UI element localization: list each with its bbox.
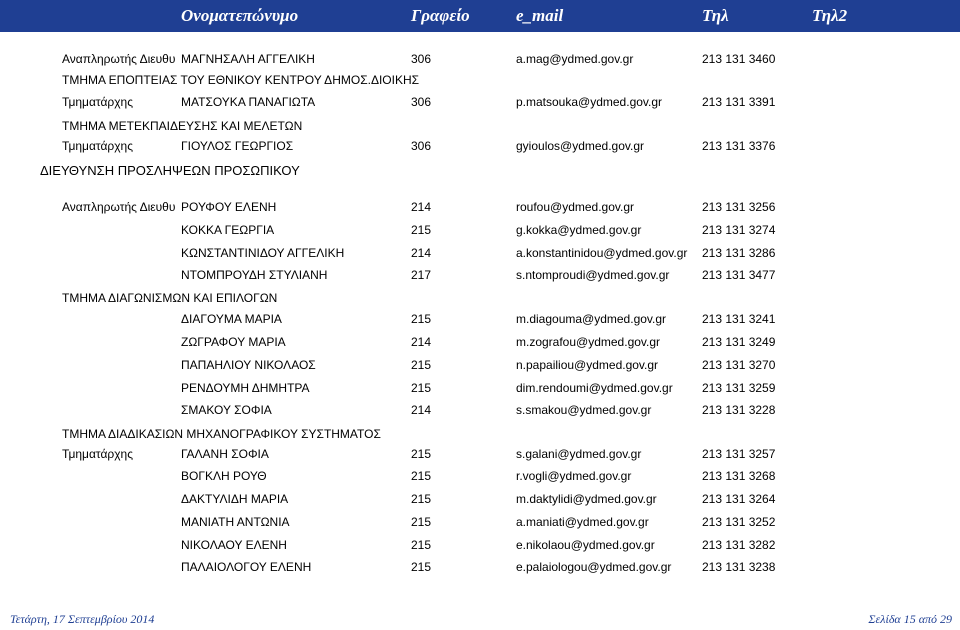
office-cell: 306 xyxy=(411,52,432,66)
name-cell: ΜΑΤΣΟΥΚΑ ΠΑΝΑΓΙΩΤΑ xyxy=(181,95,316,109)
header-phone: Τηλ xyxy=(702,6,729,25)
phone-cell: 213 131 3286 xyxy=(702,246,776,260)
table-row xyxy=(0,137,960,155)
name-cell: ΝΤΟΜΠΡΟΥΔΗ ΣΤΥΛΙΑΝΗ xyxy=(181,268,328,282)
name-cell: ΠΑΠΑΗΛΙΟΥ ΝΙΚΟΛΑΟΣ xyxy=(181,358,316,372)
phone-cell: 213 131 3270 xyxy=(702,358,776,372)
phone-cell: 213 131 3376 xyxy=(702,139,776,153)
phone-cell: 213 131 3249 xyxy=(702,335,776,349)
footer-date: Τετάρτη, 17 Σεπτεμβρίου 2014 xyxy=(10,612,155,626)
office-cell: 306 xyxy=(411,95,432,109)
column-header-bar xyxy=(0,0,960,32)
name-cell: ΡΟΥΦΟΥ ΕΛΕΝΗ xyxy=(181,200,277,214)
name-cell: ΓΑΛΑΝΗ ΣΟΦΙΑ xyxy=(181,447,269,461)
directorate-heading: ΔΙΕΥΘΥΝΣΗ ΠΡΟΣΛΗΨΕΩΝ ΠΡΟΣΩΠΙΚΟΥ xyxy=(40,163,300,178)
phone-cell: 213 131 3264 xyxy=(702,492,776,506)
name-cell: ΒΟΓΚΛΗ ΡΟΥΘ xyxy=(181,469,267,483)
phone-cell: 213 131 3391 xyxy=(702,95,776,109)
table-row xyxy=(0,221,960,239)
email-cell: dim.rendoumi@ydmed.gov.gr xyxy=(516,381,673,395)
email-cell: s.ntomproudi@ydmed.gov.gr xyxy=(516,268,670,282)
table-row xyxy=(0,333,960,351)
name-cell: ΚΟΚΚΑ ΓΕΩΡΓΙΑ xyxy=(181,223,275,237)
table-row xyxy=(0,467,960,485)
email-cell: n.papailiou@ydmed.gov.gr xyxy=(516,358,659,372)
name-cell: ΜΑΝΙΑΤΗ ΑΝΤΩΝΙΑ xyxy=(181,515,290,529)
office-cell: 215 xyxy=(411,492,432,506)
table-row xyxy=(0,445,960,463)
name-cell: ΝΙΚΟΛΑΟΥ ΕΛΕΝΗ xyxy=(181,538,287,552)
table-row xyxy=(0,244,960,262)
office-cell: 215 xyxy=(411,381,432,395)
role-cell: Τμηματάρχης xyxy=(62,139,133,153)
email-cell: s.smakou@ydmed.gov.gr xyxy=(516,403,652,417)
phone-cell: 213 131 3274 xyxy=(702,223,776,237)
table-row xyxy=(0,379,960,397)
department-heading: ΤΜΗΜΑ ΜΕΤΕΚΠΑΙΔΕΥΣΗΣ ΚΑΙ ΜΕΛΕΤΩΝ xyxy=(62,119,303,133)
email-cell: s.galani@ydmed.gov.gr xyxy=(516,447,642,461)
table-row xyxy=(0,356,960,374)
name-cell: ΔΑΚΤΥΛΙΔΗ ΜΑΡΙΑ xyxy=(181,492,289,506)
email-cell: p.matsouka@ydmed.gov.gr xyxy=(516,95,663,109)
phone-cell: 213 131 3256 xyxy=(702,200,776,214)
role-cell: Αναπληρωτής Διευθυ xyxy=(62,52,176,66)
office-cell: 217 xyxy=(411,268,432,282)
office-cell: 306 xyxy=(411,139,432,153)
phone-cell: 213 131 3282 xyxy=(702,538,776,552)
department-heading: ΤΜΗΜΑ ΕΠΟΠΤΕΙΑΣ ΤΟΥ ΕΘΝΙΚΟΥ ΚΕΝΤΡΟΥ ΔΗΜΟΣ.ΔΙΟΙΚΗΣ xyxy=(62,73,420,87)
office-cell: 215 xyxy=(411,312,432,326)
table-row xyxy=(0,50,960,68)
role-cell: Τμηματάρχης xyxy=(62,95,133,109)
footer-page-number: Σελίδα 15 από 29 xyxy=(868,612,952,626)
name-cell: ΜΑΓΝΗΣΑΛΗ ΑΓΓΕΛΙΚΗ xyxy=(181,52,315,66)
office-cell: 214 xyxy=(411,335,432,349)
table-row xyxy=(0,401,960,419)
role-cell: Αναπληρωτής Διευθυ xyxy=(62,200,176,214)
phone-cell: 213 131 3460 xyxy=(702,52,776,66)
email-cell: e.palaiologou@ydmed.gov.gr xyxy=(516,560,672,574)
email-cell: gyioulos@ydmed.gov.gr xyxy=(516,139,645,153)
table-row xyxy=(0,513,960,531)
email-cell: g.kokka@ydmed.gov.gr xyxy=(516,223,642,237)
table-row xyxy=(0,198,960,216)
name-cell: ΓΙΟΥΛΟΣ ΓΕΩΡΓΙΟΣ xyxy=(181,139,294,153)
name-cell: ΣΜΑΚΟΥ ΣΟΦΙΑ xyxy=(181,403,272,417)
office-cell: 215 xyxy=(411,447,432,461)
header-phone2: Τηλ2 xyxy=(812,6,848,25)
phone-cell: 213 131 3259 xyxy=(702,381,776,395)
office-cell: 215 xyxy=(411,358,432,372)
office-cell: 215 xyxy=(411,515,432,529)
header-email: e_mail xyxy=(516,6,564,25)
role-cell: Τμηματάρχης xyxy=(62,447,133,461)
phone-cell: 213 131 3477 xyxy=(702,268,776,282)
email-cell: a.konstantinidou@ydmed.gov.gr xyxy=(516,246,688,260)
phone-cell: 213 131 3268 xyxy=(702,469,776,483)
name-cell: ΠΑΛΑΙΟΛΟΓΟΥ ΕΛΕΝΗ xyxy=(181,560,312,574)
email-cell: m.daktylidi@ydmed.gov.gr xyxy=(516,492,657,506)
office-cell: 215 xyxy=(411,538,432,552)
phone-cell: 213 131 3252 xyxy=(702,515,776,529)
email-cell: e.nikolaou@ydmed.gov.gr xyxy=(516,538,655,552)
name-cell: ΔΙΑΓΟΥΜΑ ΜΑΡΙΑ xyxy=(181,312,282,326)
name-cell: ΡΕΝΔΟΥΜΗ ΔΗΜΗΤΡΑ xyxy=(181,381,310,395)
table-row xyxy=(0,93,960,111)
table-row xyxy=(0,536,960,554)
header-name: Ονοματεπώνυμο xyxy=(181,6,299,25)
phone-cell: 213 131 3241 xyxy=(702,312,776,326)
office-cell: 215 xyxy=(411,560,432,574)
office-cell: 215 xyxy=(411,223,432,237)
phone-cell: 213 131 3228 xyxy=(702,403,776,417)
email-cell: m.diagouma@ydmed.gov.gr xyxy=(516,312,667,326)
table-row xyxy=(0,558,960,576)
department-heading: ΤΜΗΜΑ ΔΙΑΔΙΚΑΣΙΩΝ ΜΗΧΑΝΟΓΡΑΦΙΚΟΥ ΣΥΣΤΗΜΑΤΟΣ xyxy=(62,427,381,441)
office-cell: 214 xyxy=(411,200,432,214)
name-cell: ΖΩΓΡΑΦΟΥ ΜΑΡΙΑ xyxy=(181,335,286,349)
office-cell: 214 xyxy=(411,403,432,417)
name-cell: ΚΩΝΣΤΑΝΤΙΝΙΔΟΥ ΑΓΓΕΛΙΚΗ xyxy=(181,246,345,260)
table-row xyxy=(0,310,960,328)
email-cell: m.zografou@ydmed.gov.gr xyxy=(516,335,661,349)
email-cell: r.vogli@ydmed.gov.gr xyxy=(516,469,632,483)
department-heading: ΤΜΗΜΑ ΔΙΑΓΩΝΙΣΜΩΝ ΚΑΙ ΕΠΙΛΟΓΩΝ xyxy=(62,291,278,305)
email-cell: a.maniati@ydmed.gov.gr xyxy=(516,515,649,529)
table-row xyxy=(0,266,960,284)
office-cell: 214 xyxy=(411,246,432,260)
phone-cell: 213 131 3257 xyxy=(702,447,776,461)
email-cell: roufou@ydmed.gov.gr xyxy=(516,200,635,214)
office-cell: 215 xyxy=(411,469,432,483)
header-office: Γραφείο xyxy=(411,6,470,25)
table-row xyxy=(0,490,960,508)
phone-cell: 213 131 3238 xyxy=(702,560,776,574)
email-cell: a.mag@ydmed.gov.gr xyxy=(516,52,634,66)
